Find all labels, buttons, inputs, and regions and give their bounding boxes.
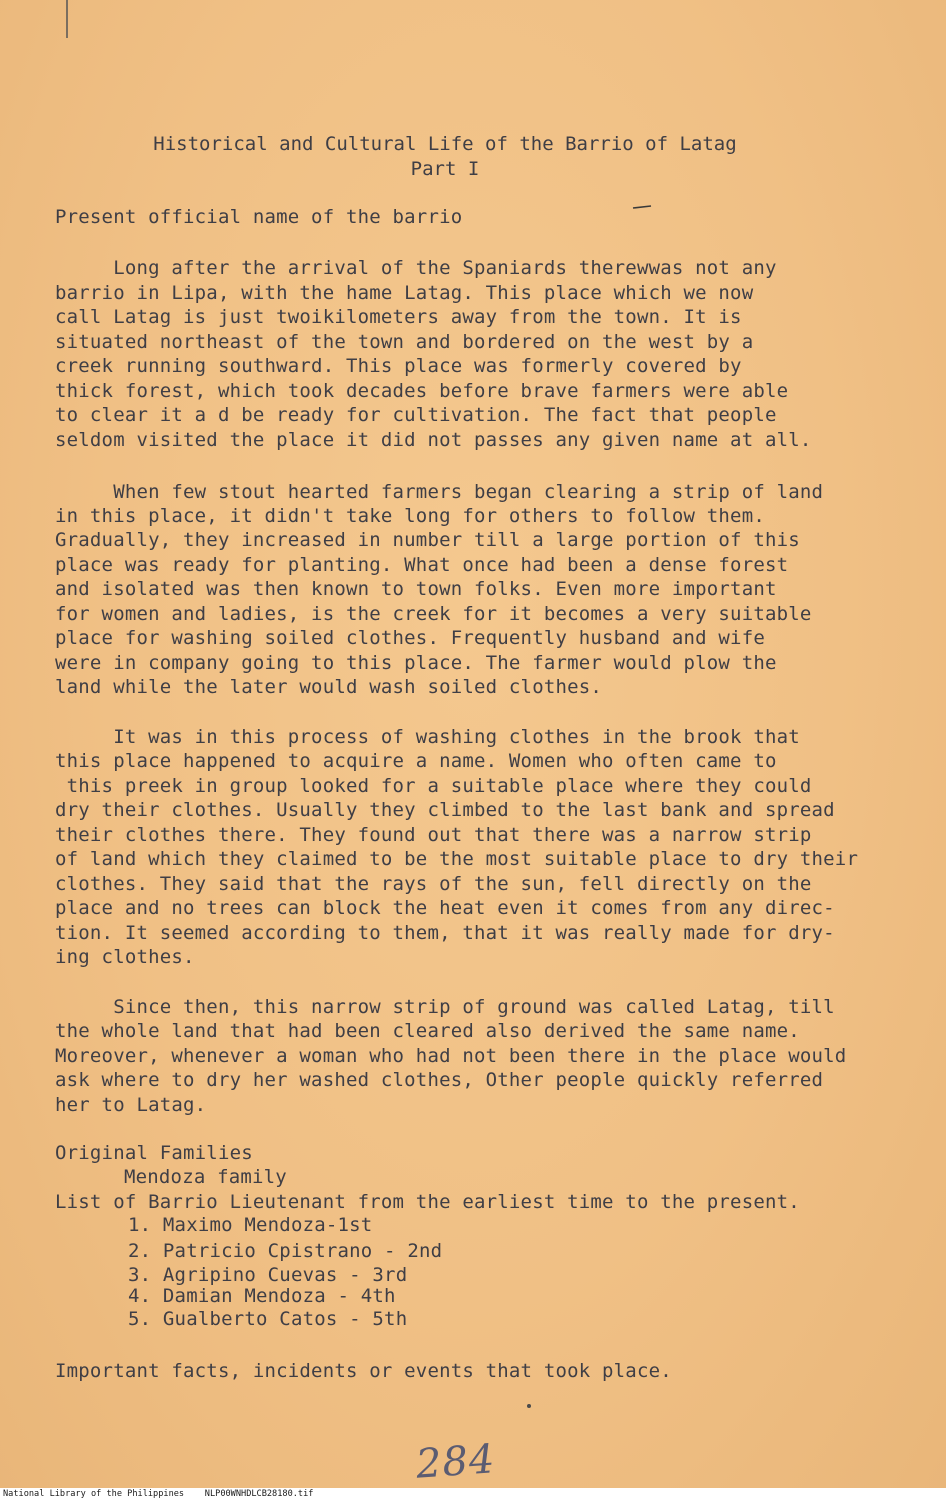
paragraph-line: ask where to dry her washed clothes, Other people quickly referred <box>55 1069 824 1091</box>
paragraph-line: for women and ladies, is the creek for it becomes a very suitable <box>55 603 812 625</box>
paragraph-line: land while the later would wash soiled clothes. <box>55 676 603 698</box>
paragraph-line: to clear it a d be ready for cultivation. The fact that people <box>55 404 777 426</box>
paragraph-line: her to Latag. <box>55 1094 207 1116</box>
paragraph-line: call Latag is just twoikilometers away from the town. It is <box>55 306 742 328</box>
paragraph-line: When few stout hearted farmers began clearing a strip of land <box>55 481 824 503</box>
paragraph-line: seldom visited the place it did not passes any given name at all. <box>55 429 812 451</box>
paragraph-line: place for washing soiled clothes. Frequently husband and wife <box>55 627 765 649</box>
footer-source-label: National Library of the Philippines <box>3 1489 185 1499</box>
document-title: Historical and Cultural Life of the Barrio of Latag <box>153 133 737 155</box>
lieutenant-item: 4. Damian Mendoza - 4th <box>128 1285 396 1307</box>
ink-dot <box>527 1404 531 1408</box>
paragraph-line: dry their clothes. Usually they climbed to the last bank and spread <box>55 799 835 821</box>
lieutenant-item: 1. Maximo Mendoza-1st <box>128 1214 373 1236</box>
important-facts-heading: Important facts, incidents or events that took place. <box>55 1360 672 1382</box>
paragraph-line: of land which they claimed to be the most suitable place to dry their <box>55 848 859 870</box>
paragraph-line: clothes. They said that the rays of the sun, fell directly on the <box>55 873 812 895</box>
paragraph-line: thick forest, which took decades before brave farmers were able <box>55 380 789 402</box>
paragraph-line: this preek in group looked for a suitable place where they could <box>55 775 812 797</box>
paragraph-line: were in company going to this place. The farmer would plow the <box>55 652 777 674</box>
section-official-name: Present official name of the barrio <box>55 206 463 228</box>
paragraph-line: situated northeast of the town and bordered on the west by a <box>55 331 754 353</box>
lieutenant-item: 2. Patricio Cpistrano - 2nd <box>128 1240 443 1262</box>
lieutenant-item: 3. Agripino Cuevas - 3rd <box>128 1264 408 1286</box>
lieutenant-item: 5. Gualberto Catos - 5th <box>128 1308 408 1330</box>
paragraph-line: creek running southward. This place was formerly covered by <box>55 355 742 377</box>
paragraph-line: Gradually, they increased in number till a large portion of this <box>55 529 800 551</box>
paragraph-line: It was in this process of washing clothes in the brook that <box>55 726 800 748</box>
paragraph-line: this place happened to acquire a name. Women who often came to <box>55 750 777 772</box>
footer-source <box>3 1488 313 1500</box>
paragraph-line: the whole land that had been cleared also derived the same name. <box>55 1020 800 1042</box>
footer-file-id: NLP00WNHDLCB28180.tif <box>204 1489 314 1499</box>
edge-mark <box>66 0 68 38</box>
family-item: Mendoza family <box>124 1166 287 1188</box>
paragraph-line: tion. It seemed according to them, that it was really made for dry- <box>55 922 835 944</box>
lieutenants-heading: List of Barrio Lieutenant from the earliest time to the present. <box>55 1191 800 1213</box>
paragraph-line: Since then, this narrow strip of ground was called Latag, till <box>55 996 835 1018</box>
paragraph-line: ing clothes. <box>55 946 195 968</box>
paragraph-line: place and no trees can block the heat even it comes from any direc- <box>55 897 835 919</box>
paragraph-line: and isolated was then known to town folks. Even more important <box>55 578 777 600</box>
paragraph-line: barrio in Lipa, with the hame Latag. This place which we now <box>55 282 754 304</box>
original-families-heading: Original Families <box>55 1142 253 1164</box>
paragraph-line: their clothes there. They found out that there was a narrow strip <box>55 824 812 846</box>
handwritten-page-number: 284 <box>414 1436 497 1488</box>
document-subtitle: Part I <box>410 158 480 180</box>
paragraph-line: in this place, it didn't take long for others to follow them. <box>55 505 765 527</box>
paragraph-line: Moreover, whenever a woman who had not been there in the place would <box>55 1045 847 1067</box>
paragraph-line: place was ready for planting. What once had been a dense forest <box>55 554 789 576</box>
pencil-dash-mark <box>632 203 652 211</box>
paragraph-line: Long after the arrival of the Spaniards therewwas not any <box>55 257 777 279</box>
